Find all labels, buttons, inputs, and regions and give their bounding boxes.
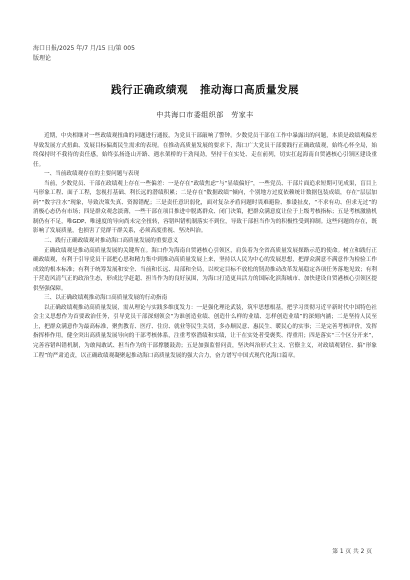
publication-meta	[33, 44, 135, 64]
meta-line-1: 海口日报/2025 年/7 月/15 日/第 005	[33, 45, 135, 52]
article-title	[0, 82, 410, 97]
section-heading-1: 一、当前政绩观存在的主要问题与表现	[44, 171, 140, 178]
paragraph-intro: 近期，中央相继对一些政绩观扭曲的问题进行通报，为党员干部敲响了警钟。少数党员干部在工作中暴露出的问题，本质是政绩观偏差导致发展方式扭曲、发展目标偏离民生需求的表现。在推动高质量发展的要求下，海口广大党员干部要践行正确政绩观，始终心怀全局，始终保持时不我待的责任感，始终弘扬逢山开路、遇水架桥的干劲闯劲，坚持干在实处、走在前列，切实扛起海南自贸港核心引领区建设重任。	[33, 133, 377, 168]
article-title-main: 践行正确政绩观	[111, 84, 188, 96]
page-number: 第 1 页 共 2 页	[332, 549, 372, 555]
paragraph-section-3: 以正确政绩观推动高质量发展，需从理论与实践多维度发力：一是强化理论武装，筑牢思想根基，把学习贯彻习近平新时代中国特色社会主义思想作为首要政治任务，引导党员干部深刻领会“为谁创造业绩、创造什么样的业绩、怎样创造业绩”的深刻内涵；二是坚持人民至上，把群众满意作为最高标准，聚焦教育、医疗、住房、就业等民生关切，多办顺民意、惠民生、暖民心的实事；三是完善考核评价，发挥指挥棒作用，健全突出高质量发展导向的干部考核体系，注重考察潜绩和实绩，让干在实处者受褒奖、得重用；四是落实“三个区分开来”，完善容错纠错机制，为敢闯敢试、担当作为的干部撑腰鼓劲；五是加强监督问责，坚决纠治形式主义、官僚主义，对政绩观错位、搞“形象工程”的严肃追责，以正确政绩观凝聚起推动海口高质量发展的强大合力，奋力谱写中国式现代化海口篇章。	[33, 304, 377, 359]
meta-line-2: 版理论	[33, 55, 52, 62]
paragraph-section-2: 正确政绩观是推动高质量发展的关键所在。海口作为海南自贸港核心引领区，肩负着为全省高质量发展探路示范的使命。树立和践行正确政绩观，有利于引导党员干部把心思和精力集中到推动高质量发展上来，坚持以人民为中心的发展思想，把群众满意不满意作为检验工作成效的根本标准；有利于统筹发展和安全、当前和长远、局部和全局，以咬定目标不放松的韧劲推动改革发展稳定各项任务落地见效；有利于营造风清气正的政治生态，形成比学赶超、担当作为的良好氛围，为海口打造更具活力的国际化滨海城市、加快建设自贸港核心引领区提供坚强保障。	[33, 247, 377, 292]
article-byline: 中共海口市委组织部 劳家丰	[156, 111, 254, 119]
paragraph-section-1: 当前，少数党员、干部在政绩观上存在一些偏差：一是存在“政绩焦虑”与“显绩偏好”，一些党员、干部片面追求短期可见成果，盲目上马形象工程、面子工程，忽视打基础、利长远的潜绩积累；二是存在“数据政绩”倾向，个别地方过度依赖统计数据包装成绩，存在“层层加码”“数字注水”现象，导致决策失真、资源错配；三是责任意识弱化，面对复杂矛盾问题时畏难避险、推诿扯皮，“不求有功、但求无过”的消极心态仍有市场；四是群众观念淡薄，一些干部在项目推进中脱离群众、闭门决策，把群众满意度让位于上级考核指标；五是考核激励机制仍有不足，唯GDP、唯速度的导向尚未完全扭转，容错纠错机制落实不到位，导致干部担当作为的积极性受到抑制。这些问题的存在，既影响了发展质量，也损害了党群干群关系，必须高度重视、坚决纠治。	[33, 180, 377, 235]
section-heading-3: 三、以正确政绩观推动海口高质量发展的行动指南	[44, 295, 168, 302]
article-title-sub: 推动海口高质量发展	[200, 84, 299, 96]
article-body	[33, 132, 377, 361]
section-heading-2: 二、践行正确政绩观对推动海口高质量发展的重要意义	[44, 238, 179, 245]
